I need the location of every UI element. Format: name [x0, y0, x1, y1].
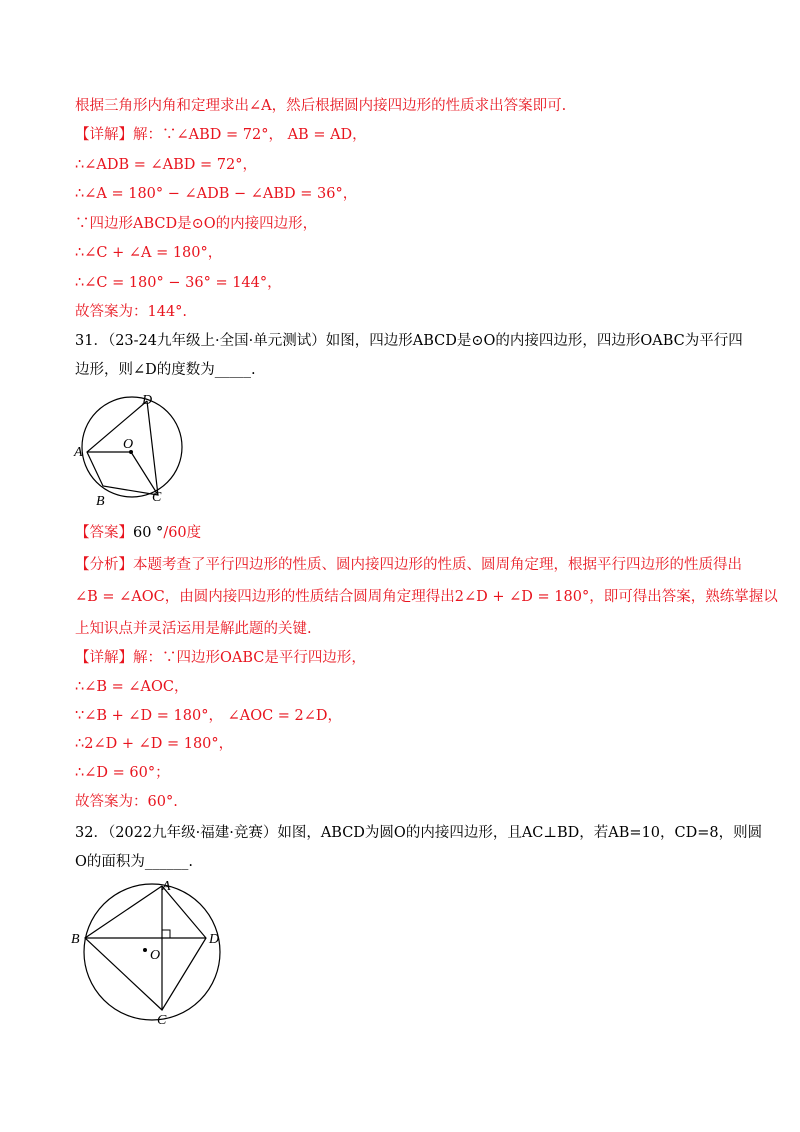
label-b: B	[96, 494, 105, 509]
right-angle-mark	[162, 930, 170, 938]
detail-step-5: ∴∠D = 60°；	[75, 765, 170, 781]
solution-step-2: ∴∠ADB = ∠ABD = 72°，	[75, 157, 257, 173]
detail-final-answer: 故答案为：60°.	[75, 794, 178, 810]
center-dot	[143, 948, 147, 952]
question-32-stem: 32．（2022九年级·福建·竞赛）如图，ABCD为圆O的内接四边形，且AC⊥BD，若AB=10，CD=8，则圆	[75, 825, 763, 841]
detail-step-1: 【详解】解：∵四边形OABC是平行四边形，	[75, 650, 366, 666]
question-31-stem: 31．（23-24九年级上·全国·单元测试）如图，四边形ABCD是⊙O的内接四边形，四边形OABC为平行四	[75, 333, 743, 349]
answer-label: 【答案】	[75, 525, 133, 541]
analysis-line-1: 【分析】本题考查了平行四边形的性质、圆内接四边形的性质、圆周角定理，根据平行四边形的性质得出	[75, 557, 742, 573]
answer-alt: /60度	[163, 525, 202, 541]
solution-step-4: ∵四边形ABCD是⊙O的内接四边形，	[75, 216, 318, 232]
label-c: C	[157, 1013, 167, 1026]
solution-answer: 故答案为：144°.	[75, 304, 188, 320]
label-o: O	[123, 437, 134, 452]
solution-step-1: 【详解】解：∵∠ABD = 72°， AB = AD，	[75, 127, 367, 143]
label-c: C	[152, 490, 162, 505]
figure-q31	[68, 390, 208, 515]
detail-step-4: ∴2∠D + ∠D = 180°，	[75, 736, 234, 752]
detail-step-2: ∴∠B = ∠AOC，	[75, 679, 189, 695]
solution-step-5: ∴∠C + ∠A = 180°，	[75, 245, 223, 261]
solution-step-3: ∴∠A = 180° − ∠ADB − ∠ABD = 36°，	[75, 186, 358, 202]
analysis-line-3: 上知识点并灵活运用是解此题的关键.	[75, 621, 312, 637]
question-32-stem-cont: O的面积为______.	[75, 854, 193, 870]
question-31-stem-cont: 边形，则∠D的度数为_____.	[75, 362, 256, 378]
answer-line	[75, 523, 201, 543]
detail-step-3: ∵∠B + ∠D = 180°， ∠AOC = 2∠D，	[75, 708, 343, 724]
solution-intro: 根据三角形内角和定理求出∠A，然后根据圆内接四边形的性质求出答案即可.	[75, 98, 567, 114]
label-b: B	[71, 932, 80, 947]
solution-step-6: ∴∠C = 180° − 36° = 144°，	[75, 275, 282, 291]
label-a: A	[162, 879, 171, 894]
label-d: D	[209, 932, 220, 947]
answer-value: 60 °	[133, 525, 164, 541]
label-a: A	[74, 445, 83, 460]
figure-q32	[68, 878, 233, 1026]
label-d: D	[142, 393, 153, 408]
label-o: O	[150, 948, 161, 963]
analysis-line-2: ∠B = ∠AOC，由圆内接四边形的性质结合圆周角定理得出2∠D + ∠D = 180°，即可得出答案，熟练掌握以	[75, 589, 778, 605]
